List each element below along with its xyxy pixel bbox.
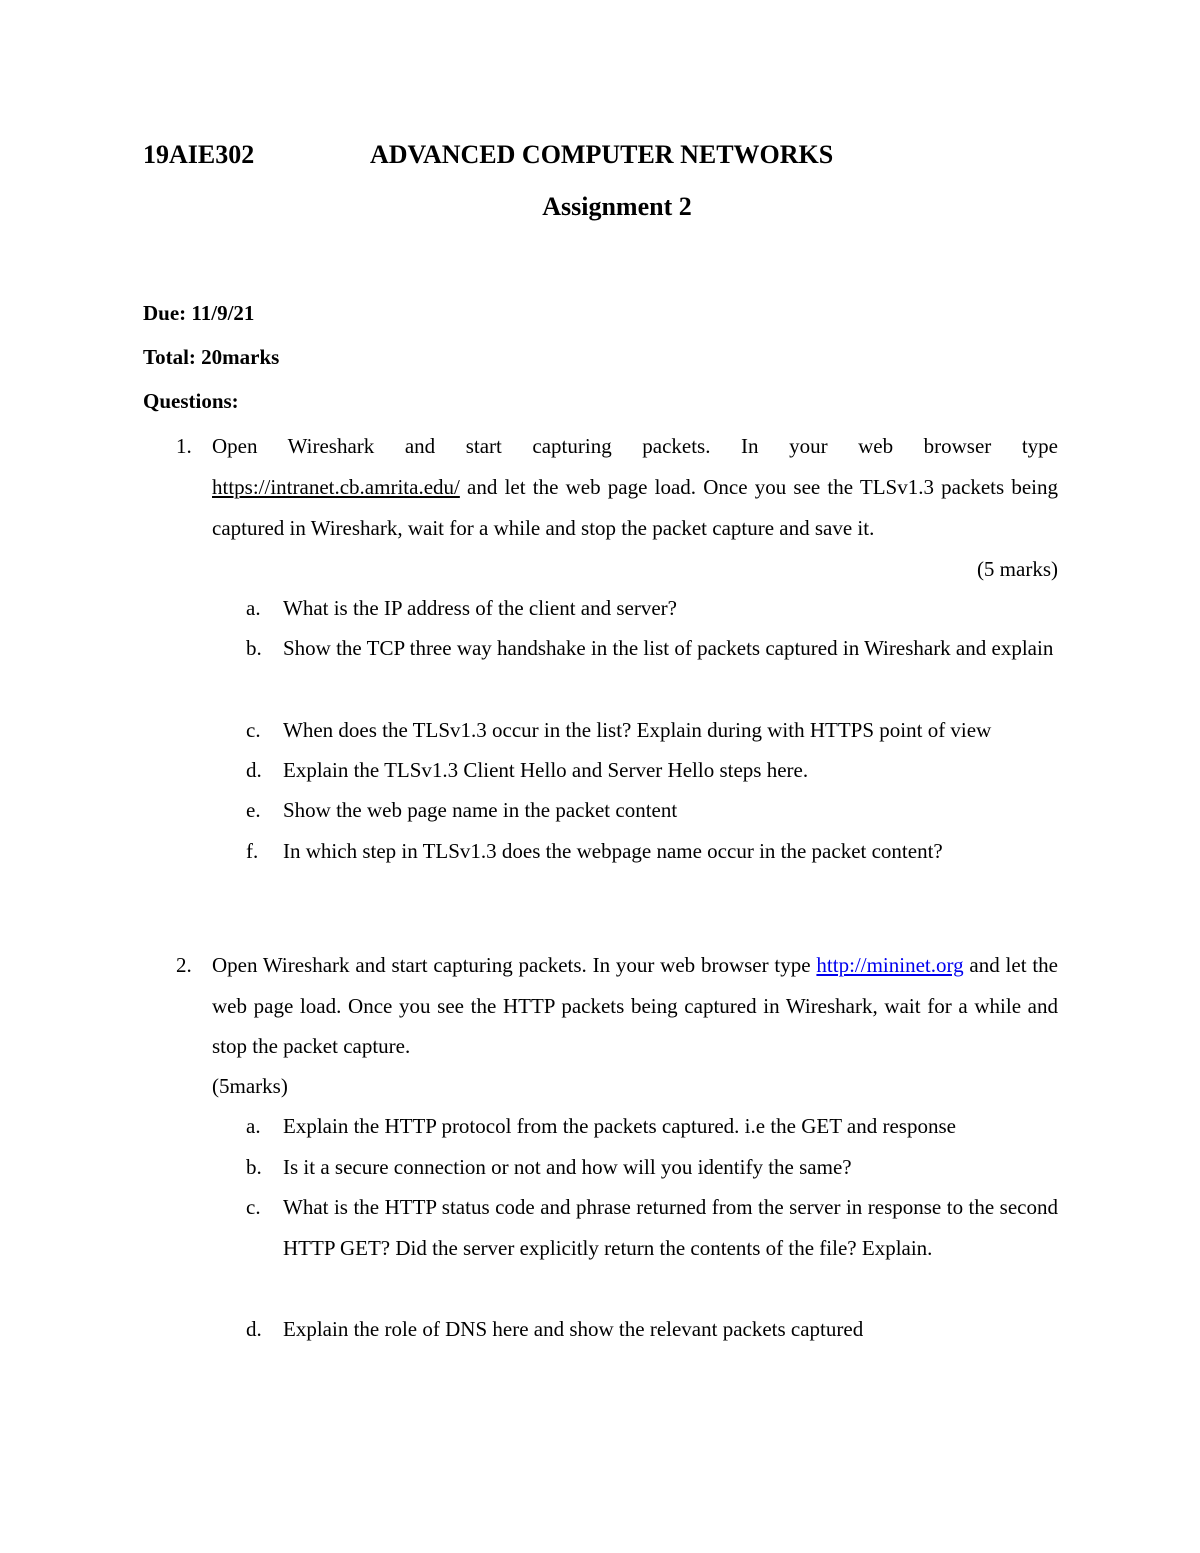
question-2-marks: (5marks) xyxy=(212,1074,288,1098)
sub-text: Show the TCP three way handshake in the list of packets captured in Wireshark and explain xyxy=(283,636,1054,660)
assignment-title: Assignment 2 xyxy=(542,192,692,221)
question-1-line1: Open Wireshark and start capturing packets. In your web browser type xyxy=(212,434,1058,458)
question-2-number: 2. xyxy=(176,953,192,977)
sub-text: What is the HTTP status code and phrase returned from the server in response to the second HTTP GET? Did the server explicitly return the contents of the file? Explain. xyxy=(283,1195,1058,1260)
sub-text: Show the web page name in the packet content xyxy=(283,798,678,822)
question-2-link[interactable]: http://mininet.org xyxy=(816,953,964,977)
question-1-number: 1. xyxy=(176,434,192,458)
sub-letter: c. xyxy=(246,718,261,742)
sub-text: Explain the HTTP protocol from the packets captured. i.e the GET and response xyxy=(283,1114,956,1138)
sub-text: Is it a secure connection or not and how will you identify the same? xyxy=(283,1155,852,1179)
sub-letter: d. xyxy=(246,1317,262,1341)
sub-letter: d. xyxy=(246,758,262,782)
question-1-marks: (5 marks) xyxy=(976,557,1058,581)
sub-text: When does the TLSv1.3 occur in the list? Explain during with HTTPS point of view xyxy=(283,718,992,742)
sub-letter: b. xyxy=(246,636,262,660)
due-date: Due: 11/9/21 xyxy=(143,301,255,325)
course-code: 19AIE302 xyxy=(143,140,255,169)
question-2-intro: Open Wireshark and start capturing packets. In your web browser type xyxy=(212,953,817,977)
sub-text: Explain the TLSv1.3 Client Hello and Server Hello steps here. xyxy=(283,758,809,782)
sub-text: In which step in TLSv1.3 does the webpage name occur in the packet content? xyxy=(283,839,943,863)
sub-text: Explain the role of DNS here and show the relevant packets captured xyxy=(283,1317,864,1341)
sub-letter: c. xyxy=(246,1195,261,1219)
sub-letter: a. xyxy=(246,1114,261,1138)
question-2-text: and let the web page load. Once you see the HTTP packets being captured in Wireshark, wait for a while and stop the packet capture. xyxy=(212,953,1059,1058)
question-1-link[interactable]: https://intranet.cb.amrita.edu/ xyxy=(212,475,460,499)
sub-letter: e. xyxy=(246,798,261,822)
questions-heading: Questions: xyxy=(143,389,239,413)
sub-letter: b. xyxy=(246,1155,262,1179)
sub-letter: a. xyxy=(246,596,261,620)
question-1-text: and let the web page load. Once you see the TLSv1.3 packets being captured in Wireshark, wait for a while and stop the packet capture and save it. xyxy=(212,475,1058,540)
question-2-body xyxy=(212,945,1058,1067)
question-1-body xyxy=(212,467,1058,548)
total-marks: Total: 20marks xyxy=(143,345,280,369)
sub-letter: f. xyxy=(246,839,259,863)
course-title: ADVANCED COMPUTER NETWORKS xyxy=(370,140,834,169)
sub-text: What is the IP address of the client and server? xyxy=(283,596,677,620)
